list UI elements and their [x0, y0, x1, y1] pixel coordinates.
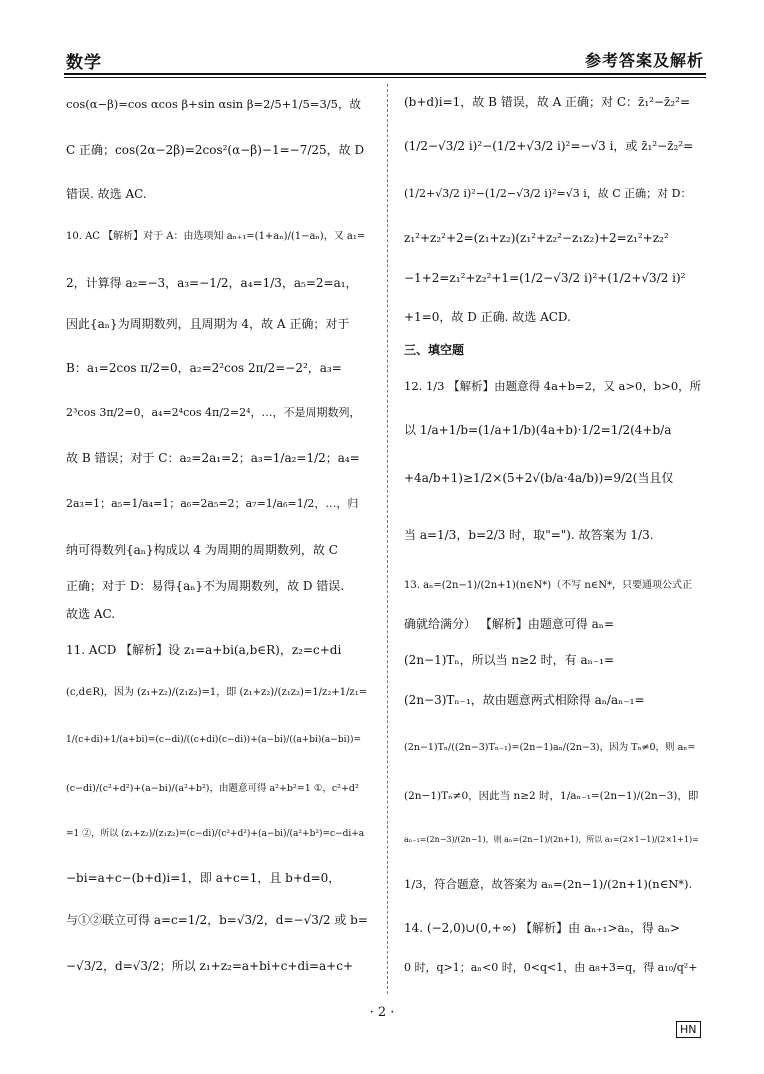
page-number: · 2 · — [369, 1005, 395, 1020]
text-line: 0 时，q>1；aₙ<0 时，0<q<1，由 a₈+3=q，得 a₁₀/q²+ — [404, 961, 698, 974]
text-line: 1/3，符合题意，故答案为 aₙ=(2n−1)/(2n+1)(n∈N*). — [404, 877, 693, 891]
text-line: 2，计算得 a₂=−3，a₃=−1/2，a₄=1/3，a₅=2=a₁， — [66, 276, 358, 290]
text-line: B：a₁=2cos π/2=0，a₂=2²cos 2π/2=−2²，a₃= — [66, 361, 342, 375]
text-line: −bi=a+c−(b+d)i=1，即 a+c=1，且 b+d=0， — [66, 871, 341, 885]
text-line: 确就给满分） 【解析】由题意可得 aₙ= — [404, 617, 615, 631]
header-rule-thin — [64, 77, 706, 78]
page-header — [64, 44, 706, 74]
text-line: 13. aₙ=(2n−1)/(2n+1)(n∈N*)（不写 n∈N*，只要通项公式正 — [404, 580, 692, 591]
text-line: aₙ₋₁=(2n−3)/(2n−1)，则 aₙ=(2n−1)/(2n+1)，所以 a₁=(2×1−1)/(2×1+1)= — [404, 835, 699, 844]
section-heading: 三、填空题 — [404, 343, 465, 357]
text-line: +1=0，故 D 正确. 故选 ACD. — [404, 310, 571, 324]
text-line: (1/2−√3/2 i)²−(1/2+√3/2 i)²=−√3 i，或 z̄₁²−z̄₂²= — [404, 139, 694, 153]
text-line: (2n−1)Tₙ≠0，因此当 n≥2 时，1/aₙ₋₁=(2n−1)/(2n−3)，即 — [404, 790, 699, 802]
text-line: 11. ACD 【解析】设 z₁=a+bi(a,b∈R)，z₂=c+di — [66, 643, 342, 657]
text-line: (1/2+√3/2 i)²−(1/2−√3/2 i)²=√3 i，故 C 正确；对 D： — [404, 187, 692, 200]
text-line: 纳可得数列{aₙ}构成以 4 为周期的周期数列，故 C — [66, 543, 338, 557]
text-line: cos(α−β)=cos αcos β+sin αsin β=2/5+1/5=3/5，故 — [66, 97, 361, 111]
text-line: (c,d∈R)，因为 (z₁+z₂)/(z₁z₂)=1，即 (z₁+z₂)/(z₁z₂)=1/z₂+1/z₁= — [66, 687, 368, 698]
text-line: 14. (−2,0)∪(0,+∞) 【解析】由 aₙ₊₁>aₙ，得 aₙ> — [404, 921, 681, 935]
text-line: 正确；对于 D：易得{aₙ}不为周期数列，故 D 错误. — [66, 579, 345, 593]
document-type-title: 参考答案及解析 — [584, 51, 704, 70]
text-line: 10. AC 【解析】对于 A：由选项知 aₙ₊₁=(1+aₙ)/(1−aₙ)，又 a₁= — [66, 231, 366, 242]
text-line: (2n−3)Tₙ₋₁，故由题意两式相除得 aₙ/aₙ₋₁= — [404, 693, 645, 707]
text-line: 12. 1/3 【解析】由题意得 4a+b=2，又 a>0，b>0，所 — [404, 379, 702, 393]
text-line: −1+2=z₁²+z₂²+1=(1/2−√3/2 i)²+(1/2+√3/2 i)² — [404, 271, 686, 285]
text-line: 故选 AC. — [66, 607, 116, 621]
text-line: 1/(c+di)+1/(a+bi)=(c−di)/((c+di)(c−di))+(a−bi)/((a+bi)(a−bi))= — [66, 735, 362, 745]
text-line: 当 a=1/3，b=2/3 时，取"="). 故答案为 1/3. — [404, 528, 654, 542]
text-line: (c−di)/(c²+d²)+(a−bi)/(a²+b²)，由题意可得 a²+b²=1 ①，c²+d² — [66, 783, 359, 794]
region-badge: HN — [676, 1021, 701, 1038]
text-line: C 正确；cos(2α−2β)=2cos²(α−β)−1=−7/25，故 D — [66, 143, 365, 157]
text-line: +4a/b+1)≥1/2×(5+2√(b/a·4a/b))=9/2(当且仅 — [404, 471, 674, 485]
header-rule-thick — [64, 73, 706, 75]
text-line: 2a₃=1；a₅=1/a₄=1；a₆=2a₅=2；a₇=1/a₆=1/2，…，归 — [66, 497, 359, 510]
text-line: −√3/2，d=√3/2；所以 z₁+z₂=a+bi+c+di=a+c+ — [66, 959, 354, 973]
text-line: (b+d)i=1，故 B 错误，故 A 正确；对 C：z̄₁²−z̄₂²= — [404, 95, 691, 109]
text-line: 因此{aₙ}为周期数列，且周期为 4，故 A 正确；对于 — [66, 317, 350, 331]
text-line: z₁²+z₂²+2=(z₁+z₂)(z₁²+z₂²−z₁z₂)+2=z₁²+z₂² — [404, 231, 669, 245]
text-line: 错误. 故选 AC. — [66, 187, 147, 201]
text-line: 与①②联立可得 a=c=1/2，b=√3/2，d=−√3/2 或 b= — [66, 913, 368, 927]
text-line: (2n−1)Tₙ/((2n−3)Tₙ₋₁)=(2n−1)aₙ/(2n−3)，因为 Tₙ≠0，则 aₙ= — [404, 742, 696, 753]
text-line: =1 ②，所以 (z₁+z₂)/(z₁z₂)=(c−di)/(c²+d²)+(a−bi)/(a²+b²)=c−di+a — [66, 829, 365, 839]
text-line: 故 B 错误；对于 C：a₂=2a₁=2；a₃=1/a₂=1/2；a₄= — [66, 451, 360, 465]
text-line: 2³cos 3π/2=0，a₄=2⁴cos 4π/2=2⁴，…，不是周期数列， — [66, 406, 361, 419]
text-line: 以 1/a+1/b=(1/a+1/b)(4a+b)·1/2=1/2(4+b/a — [404, 423, 672, 437]
column-divider — [387, 84, 388, 994]
subject-title: 数学 — [66, 53, 102, 73]
text-line: (2n−1)Tₙ，所以当 n≥2 时，有 aₙ₋₁= — [404, 653, 615, 667]
